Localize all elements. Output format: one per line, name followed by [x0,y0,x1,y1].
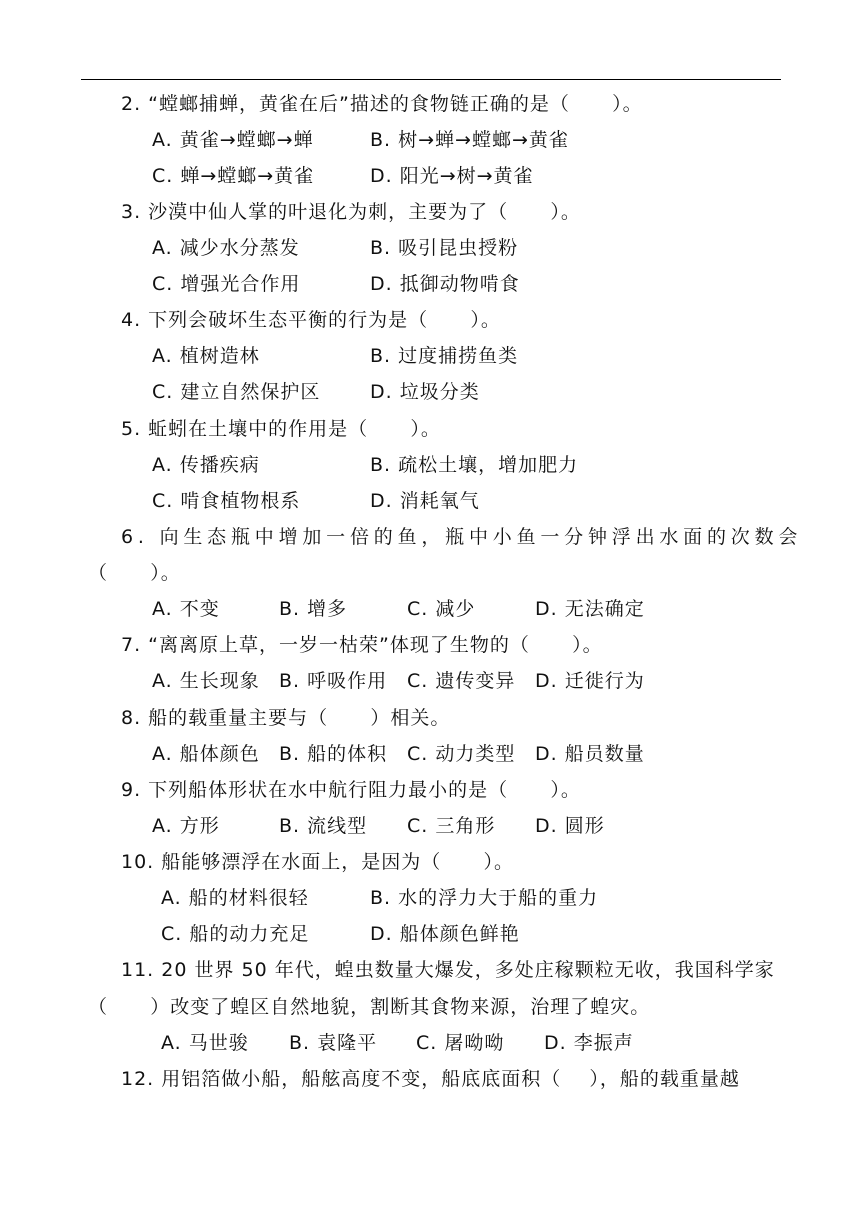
question-4-option-c: C. 建立自然保护区 [152,381,321,403]
question-8-option-b: B. 船的体积 [279,743,388,765]
question-5-option-c: C. 啃食植物根系 [152,490,301,512]
question-9-option-b: B. 流线型 [279,815,368,837]
question-3-option-c: C. 增强光合作用 [152,273,301,295]
question-6-option-d: D. 无法确定 [535,598,645,620]
question-8-option-d: D. 船员数量 [535,743,645,765]
question-6-stem: 6. 向生态瓶中增加一倍的鱼，瓶中小鱼一分钟浮出水面的次数会 [121,526,803,548]
question-5-option-b: B. 疏松土壤，增加肥力 [370,454,579,476]
question-11-option-c: C. 屠呦呦 [416,1032,505,1054]
question-3-stem: 3. 沙漠中仙人掌的叶退化为刺，主要为了（ ）。 [121,201,581,223]
question-3-option-d: D. 抵御动物啃食 [370,273,520,295]
question-4-option-a: A. 植树造林 [152,345,260,367]
question-3-option-a: A. 减少水分蒸发 [152,237,300,259]
question-11-option-b: B. 袁隆平 [289,1032,378,1054]
question-4-stem: 4. 下列会破坏生态平衡的行为是（ ）。 [121,309,501,331]
question-5-option-d: D. 消耗氧气 [370,490,480,512]
question-11-option-d: D. 李振声 [544,1032,634,1054]
question-2-option-d: D. 阳光→树→黄雀 [370,165,534,187]
question-8-stem: 8. 船的载重量主要与（ ）相关。 [121,707,451,729]
question-2-option-b: B. 树→蝉→螳螂→黄雀 [370,129,569,151]
question-9-option-d: D. 圆形 [535,815,605,837]
question-2-option-c: C. 蝉→螳螂→黄雀 [152,165,315,187]
question-11-option-a: A. 马世骏 [161,1032,249,1054]
question-4-option-d: D. 垃圾分类 [370,381,480,403]
question-11-stem-continued: （ ）改变了蝗区自然地貌，割断其食物来源，治理了蝗灾。 [88,996,651,1018]
question-6-option-b: B. 增多 [279,598,348,620]
question-8-option-a: A. 船体颜色 [152,743,260,765]
question-12-stem: 12. 用铝箔做小船，船舷高度不变，船底底面积（ ），船的载重量越 [121,1068,740,1090]
question-10-stem: 10. 船能够漂浮在水面上，是因为（ ）。 [121,851,514,873]
question-6-stem-continued: （ ）。 [88,562,181,584]
question-7-stem: 7. “离离原上草，一岁一枯荣”体现了生物的（ ）。 [121,634,603,656]
question-5-option-a: A. 传播疾病 [152,454,260,476]
question-2-stem: 2. “螳螂捕蝉，黄雀在后”描述的食物链正确的是（ ）。 [121,93,643,115]
question-10-option-b: B. 水的浮力大于船的重力 [370,887,599,909]
header-rule [81,79,781,80]
question-6-option-c: C. 减少 [407,598,476,620]
question-5-stem: 5. 蚯蚓在土壤中的作用是（ ）。 [121,418,441,440]
question-7-option-c: C. 遗传变异 [407,670,516,692]
question-10-option-d: D. 船体颜色鲜艳 [370,923,520,945]
question-2-option-a: A. 黄雀→螳螂→蝉 [152,129,314,151]
question-10-option-c: C. 船的动力充足 [161,923,310,945]
question-9-option-a: A. 方形 [152,815,220,837]
question-4-option-b: B. 过度捕捞鱼类 [370,345,519,367]
question-11-stem: 11. 20 世界 50 年代，蝗虫数量大爆发，多处庄稼颗粒无收，我国科学家 [121,959,775,981]
question-3-option-b: B. 吸引昆虫授粉 [370,237,519,259]
question-7-option-a: A. 生长现象 [152,670,260,692]
question-9-option-c: C. 三角形 [407,815,496,837]
question-6-option-a: A. 不变 [152,598,220,620]
question-7-option-d: D. 迁徙行为 [535,670,645,692]
question-8-option-c: C. 动力类型 [407,743,516,765]
question-9-stem: 9. 下列船体形状在水中航行阻力最小的是（ ）。 [121,779,581,801]
question-7-option-b: B. 呼吸作用 [279,670,388,692]
question-10-option-a: A. 船的材料很轻 [161,887,309,909]
